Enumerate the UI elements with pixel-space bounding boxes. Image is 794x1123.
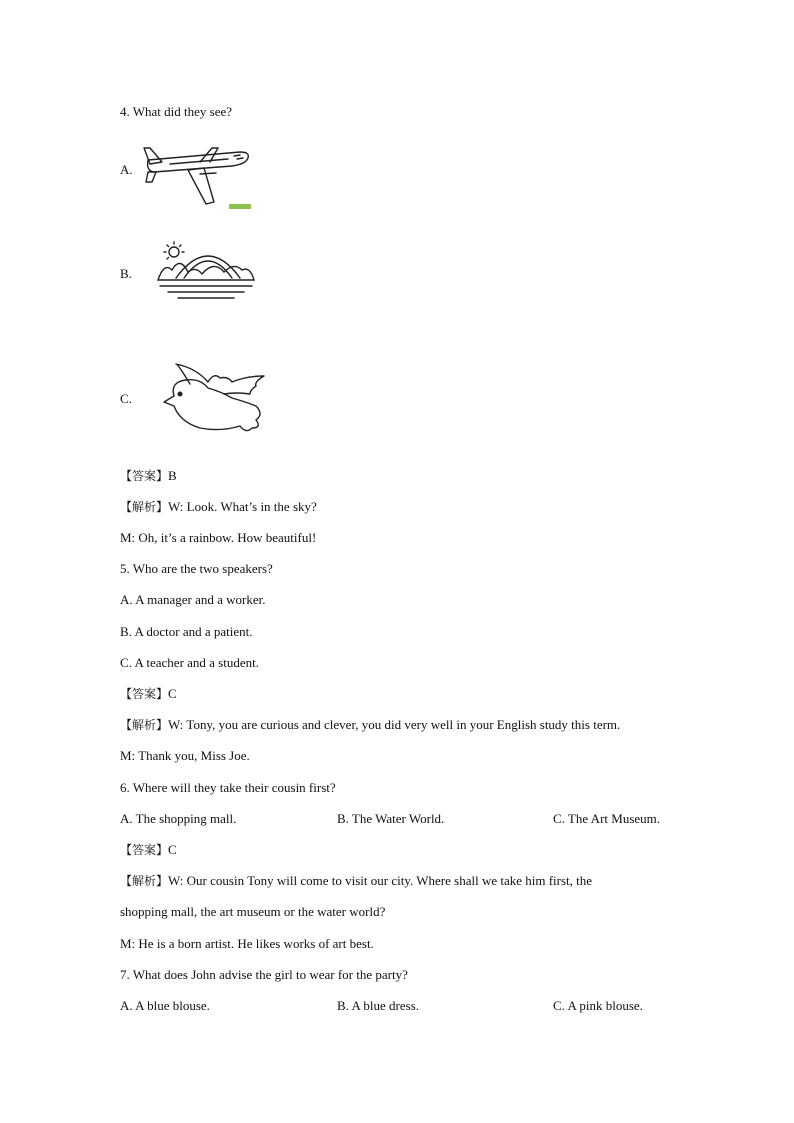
q7-question: 7. What does John advise the girl to wear for the party? bbox=[120, 967, 408, 982]
q5-option-b: B. A doctor and a patient. bbox=[120, 624, 253, 639]
analysis-tag: 【解析】 bbox=[120, 874, 169, 888]
q5-question: 5. Who are the two speakers? bbox=[120, 561, 273, 576]
analysis-line: M: Oh, it’s a rainbow. How beautiful! bbox=[120, 530, 317, 545]
q5-analysis bbox=[120, 717, 620, 733]
watermark-logo bbox=[229, 204, 251, 209]
analysis-tag: 【解析】 bbox=[120, 500, 169, 514]
analysis-line: W: Look. What’s in the sky? bbox=[168, 499, 317, 514]
answer-tag: 【答案】 bbox=[120, 843, 169, 857]
q6-option-a: A. The shopping mall. bbox=[120, 811, 237, 826]
answer-value: C bbox=[168, 686, 177, 701]
q4-option-a-label: A. bbox=[120, 162, 133, 177]
airplane-icon bbox=[140, 140, 255, 212]
answer-value: B bbox=[168, 468, 177, 483]
q5-answer bbox=[120, 686, 177, 702]
analysis-line: shopping mall, the art museum or the water world? bbox=[120, 904, 386, 919]
q6-analysis bbox=[120, 873, 592, 889]
q7-option-c: C. A pink blouse. bbox=[553, 998, 643, 1013]
q4-analysis bbox=[120, 499, 317, 515]
q7-option-a: A. A blue blouse. bbox=[120, 998, 210, 1013]
analysis-tag: 【解析】 bbox=[120, 718, 169, 732]
rainbow-icon bbox=[156, 240, 256, 305]
answer-tag: 【答案】 bbox=[120, 469, 169, 483]
q4-question: 4. What did they see? bbox=[120, 104, 233, 119]
q7-option-b: B. A blue dress. bbox=[337, 998, 419, 1013]
q4-option-c-label: C. bbox=[120, 391, 132, 406]
bird-icon bbox=[160, 362, 268, 436]
analysis-line: W: Our cousin Tony will come to visit our city. Where shall we take him first, the bbox=[168, 873, 593, 888]
q6-question: 6. Where will they take their cousin first? bbox=[120, 780, 336, 795]
q4-answer bbox=[120, 468, 177, 484]
q5-option-c: C. A teacher and a student. bbox=[120, 655, 259, 670]
q6-answer bbox=[120, 842, 177, 858]
q6-option-b: B. The Water World. bbox=[337, 811, 445, 826]
analysis-line: M: He is a born artist. He likes works of art best. bbox=[120, 936, 374, 951]
q4-option-b-label: B. bbox=[120, 266, 132, 281]
analysis-line: M: Thank you, Miss Joe. bbox=[120, 748, 250, 763]
answer-value: C bbox=[168, 842, 177, 857]
answer-tag: 【答案】 bbox=[120, 687, 169, 701]
analysis-line: W: Tony, you are curious and clever, you did very well in your English study this term. bbox=[168, 717, 621, 732]
q5-option-a: A. A manager and a worker. bbox=[120, 592, 266, 607]
q6-option-c: C. The Art Museum. bbox=[553, 811, 661, 826]
